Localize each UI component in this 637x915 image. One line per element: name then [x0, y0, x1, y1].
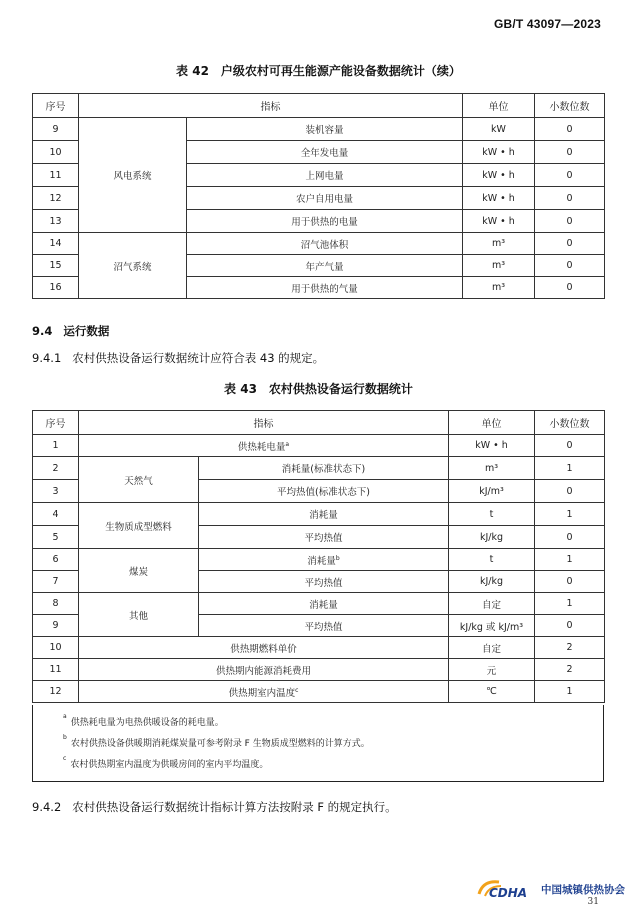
decimals-cell: 0 [535, 255, 605, 277]
seq-cell: 7 [33, 571, 79, 593]
table43-header-row [33, 411, 605, 435]
item-cell: 平均热值 [199, 615, 449, 637]
col-unit: 单位 [463, 94, 535, 118]
item-cell: 平均热值 [199, 526, 449, 549]
unit-cell: m³ [463, 277, 535, 299]
table-row [33, 233, 605, 255]
item-cell: 供热期燃料单价 [79, 637, 449, 659]
clause-number: 9.4.1 [32, 351, 62, 365]
footnote-mark: c [63, 755, 67, 762]
seq-cell: 9 [33, 118, 79, 141]
footnote-mark: c [295, 686, 299, 694]
item-cell: 用于供热的气量 [187, 277, 463, 299]
decimals-cell: 0 [535, 435, 605, 457]
group-cell-other: 其他 [79, 593, 199, 637]
clause-text: 农村供热设备运行数据统计应符合表 43 的规定。 [72, 351, 325, 365]
item-text: 供热期室内温度 [228, 687, 296, 699]
item-text: 供热耗电量 [237, 441, 286, 453]
section-heading [32, 323, 109, 339]
footnote-mark: b [63, 734, 67, 741]
decimals-cell: 0 [535, 118, 605, 141]
footnote-text: 农村供热设备供暖期消耗煤炭量可参考附录 F 生物质成型燃料的计算方式。 [70, 739, 370, 749]
seq-cell: 12 [33, 187, 79, 210]
item-cell: 消耗量 [199, 503, 449, 526]
seq-cell: 4 [33, 503, 79, 526]
seq-cell: 10 [33, 637, 79, 659]
table-row [33, 593, 605, 615]
decimals-cell: 0 [535, 233, 605, 255]
table-row [33, 681, 605, 703]
seq-cell: 15 [33, 255, 79, 277]
group-cell-biogas: 沼气系统 [79, 233, 187, 299]
decimals-cell: 0 [535, 141, 605, 164]
table-row [33, 435, 605, 457]
seq-cell: 3 [33, 480, 79, 503]
unit-cell: m³ [449, 457, 535, 480]
table-row [33, 659, 605, 681]
item-cell: 用于供热的电量 [187, 210, 463, 233]
table-row [33, 503, 605, 526]
item-cell: 年产气量 [187, 255, 463, 277]
decimals-cell: 1 [535, 593, 605, 615]
unit-cell: t [449, 549, 535, 571]
unit-cell: 元 [449, 659, 535, 681]
item-cell [79, 681, 449, 703]
group-cell-biomass: 生物质成型燃料 [79, 503, 199, 549]
decimals-cell: 0 [535, 210, 605, 233]
unit-cell: m³ [463, 233, 535, 255]
table42-header-row [33, 94, 605, 118]
item-cell [199, 549, 449, 571]
seq-cell: 6 [33, 549, 79, 571]
decimals-cell: 1 [535, 681, 605, 703]
item-cell: 农户自用电量 [187, 187, 463, 210]
seq-cell: 14 [33, 233, 79, 255]
footnote-text: 供热耗电量为电热供暖设备的耗电量。 [70, 718, 224, 728]
item-cell [79, 435, 449, 457]
item-cell: 消耗量 [199, 593, 449, 615]
unit-cell: 自定 [449, 593, 535, 615]
decimals-cell: 2 [535, 637, 605, 659]
footnote-c [63, 757, 268, 770]
seq-cell: 10 [33, 141, 79, 164]
item-cell: 平均热值(标准状态下) [199, 480, 449, 503]
group-cell-natural-gas: 天然气 [79, 457, 199, 503]
item-cell: 装机容量 [187, 118, 463, 141]
decimals-cell: 0 [535, 526, 605, 549]
unit-cell: kJ/kg [449, 571, 535, 593]
item-cell: 沼气池体积 [187, 233, 463, 255]
table-row [33, 549, 605, 571]
footnote-mark: b [335, 554, 340, 562]
decimals-cell: 2 [535, 659, 605, 681]
unit-cell: kW • h [463, 164, 535, 187]
group-cell-wind: 风电系统 [79, 118, 187, 233]
table42-caption: 表 42 户级农村可再生能源产能设备数据统计（续） [176, 64, 461, 78]
logo-mark-text: CDHA [489, 886, 528, 900]
seq-cell: 13 [33, 210, 79, 233]
item-cell: 消耗量(标准状态下) [199, 457, 449, 480]
clause-number: 9.4.2 [32, 800, 62, 814]
seq-cell: 9 [33, 615, 79, 637]
unit-cell: m³ [463, 255, 535, 277]
decimals-cell: 0 [535, 187, 605, 210]
paragraph-9-4-1 [32, 350, 324, 366]
seq-cell: 1 [33, 435, 79, 457]
unit-cell: 自定 [449, 637, 535, 659]
footnote-a [63, 715, 224, 728]
standard-number: GB/T 43097—2023 [493, 17, 601, 31]
group-cell-coal: 煤炭 [79, 549, 199, 593]
unit-cell: kW • h [463, 187, 535, 210]
item-cell: 上网电量 [187, 164, 463, 187]
table43-notes [32, 705, 604, 782]
org-name: 中国城镇供热协会 [541, 883, 625, 896]
col-seq: 序号 [33, 94, 79, 118]
unit-cell: kW • h [463, 210, 535, 233]
footnote-b [63, 736, 370, 749]
item-cell: 全年发电量 [187, 141, 463, 164]
table-row [33, 637, 605, 659]
section-title: 运行数据 [63, 324, 110, 338]
seq-cell: 16 [33, 277, 79, 299]
col-seq: 序号 [33, 411, 79, 435]
unit-cell: kW [463, 118, 535, 141]
col-unit: 单位 [449, 411, 535, 435]
clause-text: 农村供热设备运行数据统计指标计算方法按附录 F 的规定执行。 [72, 800, 397, 814]
footnote-text: 农村供热期室内温度为供暖房间的室内平均温度。 [70, 760, 269, 770]
decimals-cell: 1 [535, 549, 605, 571]
decimals-cell: 0 [535, 277, 605, 299]
table42 [32, 93, 605, 299]
seq-cell: 8 [33, 593, 79, 615]
footnote-mark: a [285, 440, 290, 448]
page-number: 31 [587, 897, 599, 907]
unit-cell: kJ/kg 或 kJ/m³ [449, 615, 535, 637]
org-logo [475, 878, 625, 900]
col-indicator: 指标 [79, 94, 463, 118]
decimals-cell: 0 [535, 480, 605, 503]
paragraph-9-4-2 [32, 799, 397, 815]
unit-cell: kW • h [449, 435, 535, 457]
col-decimals: 小数位数 [535, 94, 605, 118]
footnote-mark: a [63, 713, 67, 720]
cdha-logo-icon [475, 878, 537, 900]
unit-cell: kJ/kg [449, 526, 535, 549]
decimals-cell: 1 [535, 503, 605, 526]
col-decimals: 小数位数 [535, 411, 605, 435]
decimals-cell: 0 [535, 164, 605, 187]
seq-cell: 11 [33, 659, 79, 681]
seq-cell: 5 [33, 526, 79, 549]
decimals-cell: 1 [535, 457, 605, 480]
seq-cell: 2 [33, 457, 79, 480]
table43-caption: 表 43 农村供热设备运行数据统计 [224, 382, 413, 396]
section-number: 9.4 [32, 324, 53, 338]
unit-cell: t [449, 503, 535, 526]
decimals-cell: 0 [535, 615, 605, 637]
unit-cell: ℃ [449, 681, 535, 703]
item-cell: 平均热值 [199, 571, 449, 593]
unit-cell: kW • h [463, 141, 535, 164]
col-indicator: 指标 [79, 411, 449, 435]
table-row [33, 118, 605, 141]
item-cell: 供热期内能源消耗费用 [79, 659, 449, 681]
table43 [32, 410, 605, 703]
table-row [33, 457, 605, 480]
seq-cell: 12 [33, 681, 79, 703]
seq-cell: 11 [33, 164, 79, 187]
unit-cell: kJ/m³ [449, 480, 535, 503]
item-text: 消耗量 [307, 555, 336, 567]
decimals-cell: 0 [535, 571, 605, 593]
